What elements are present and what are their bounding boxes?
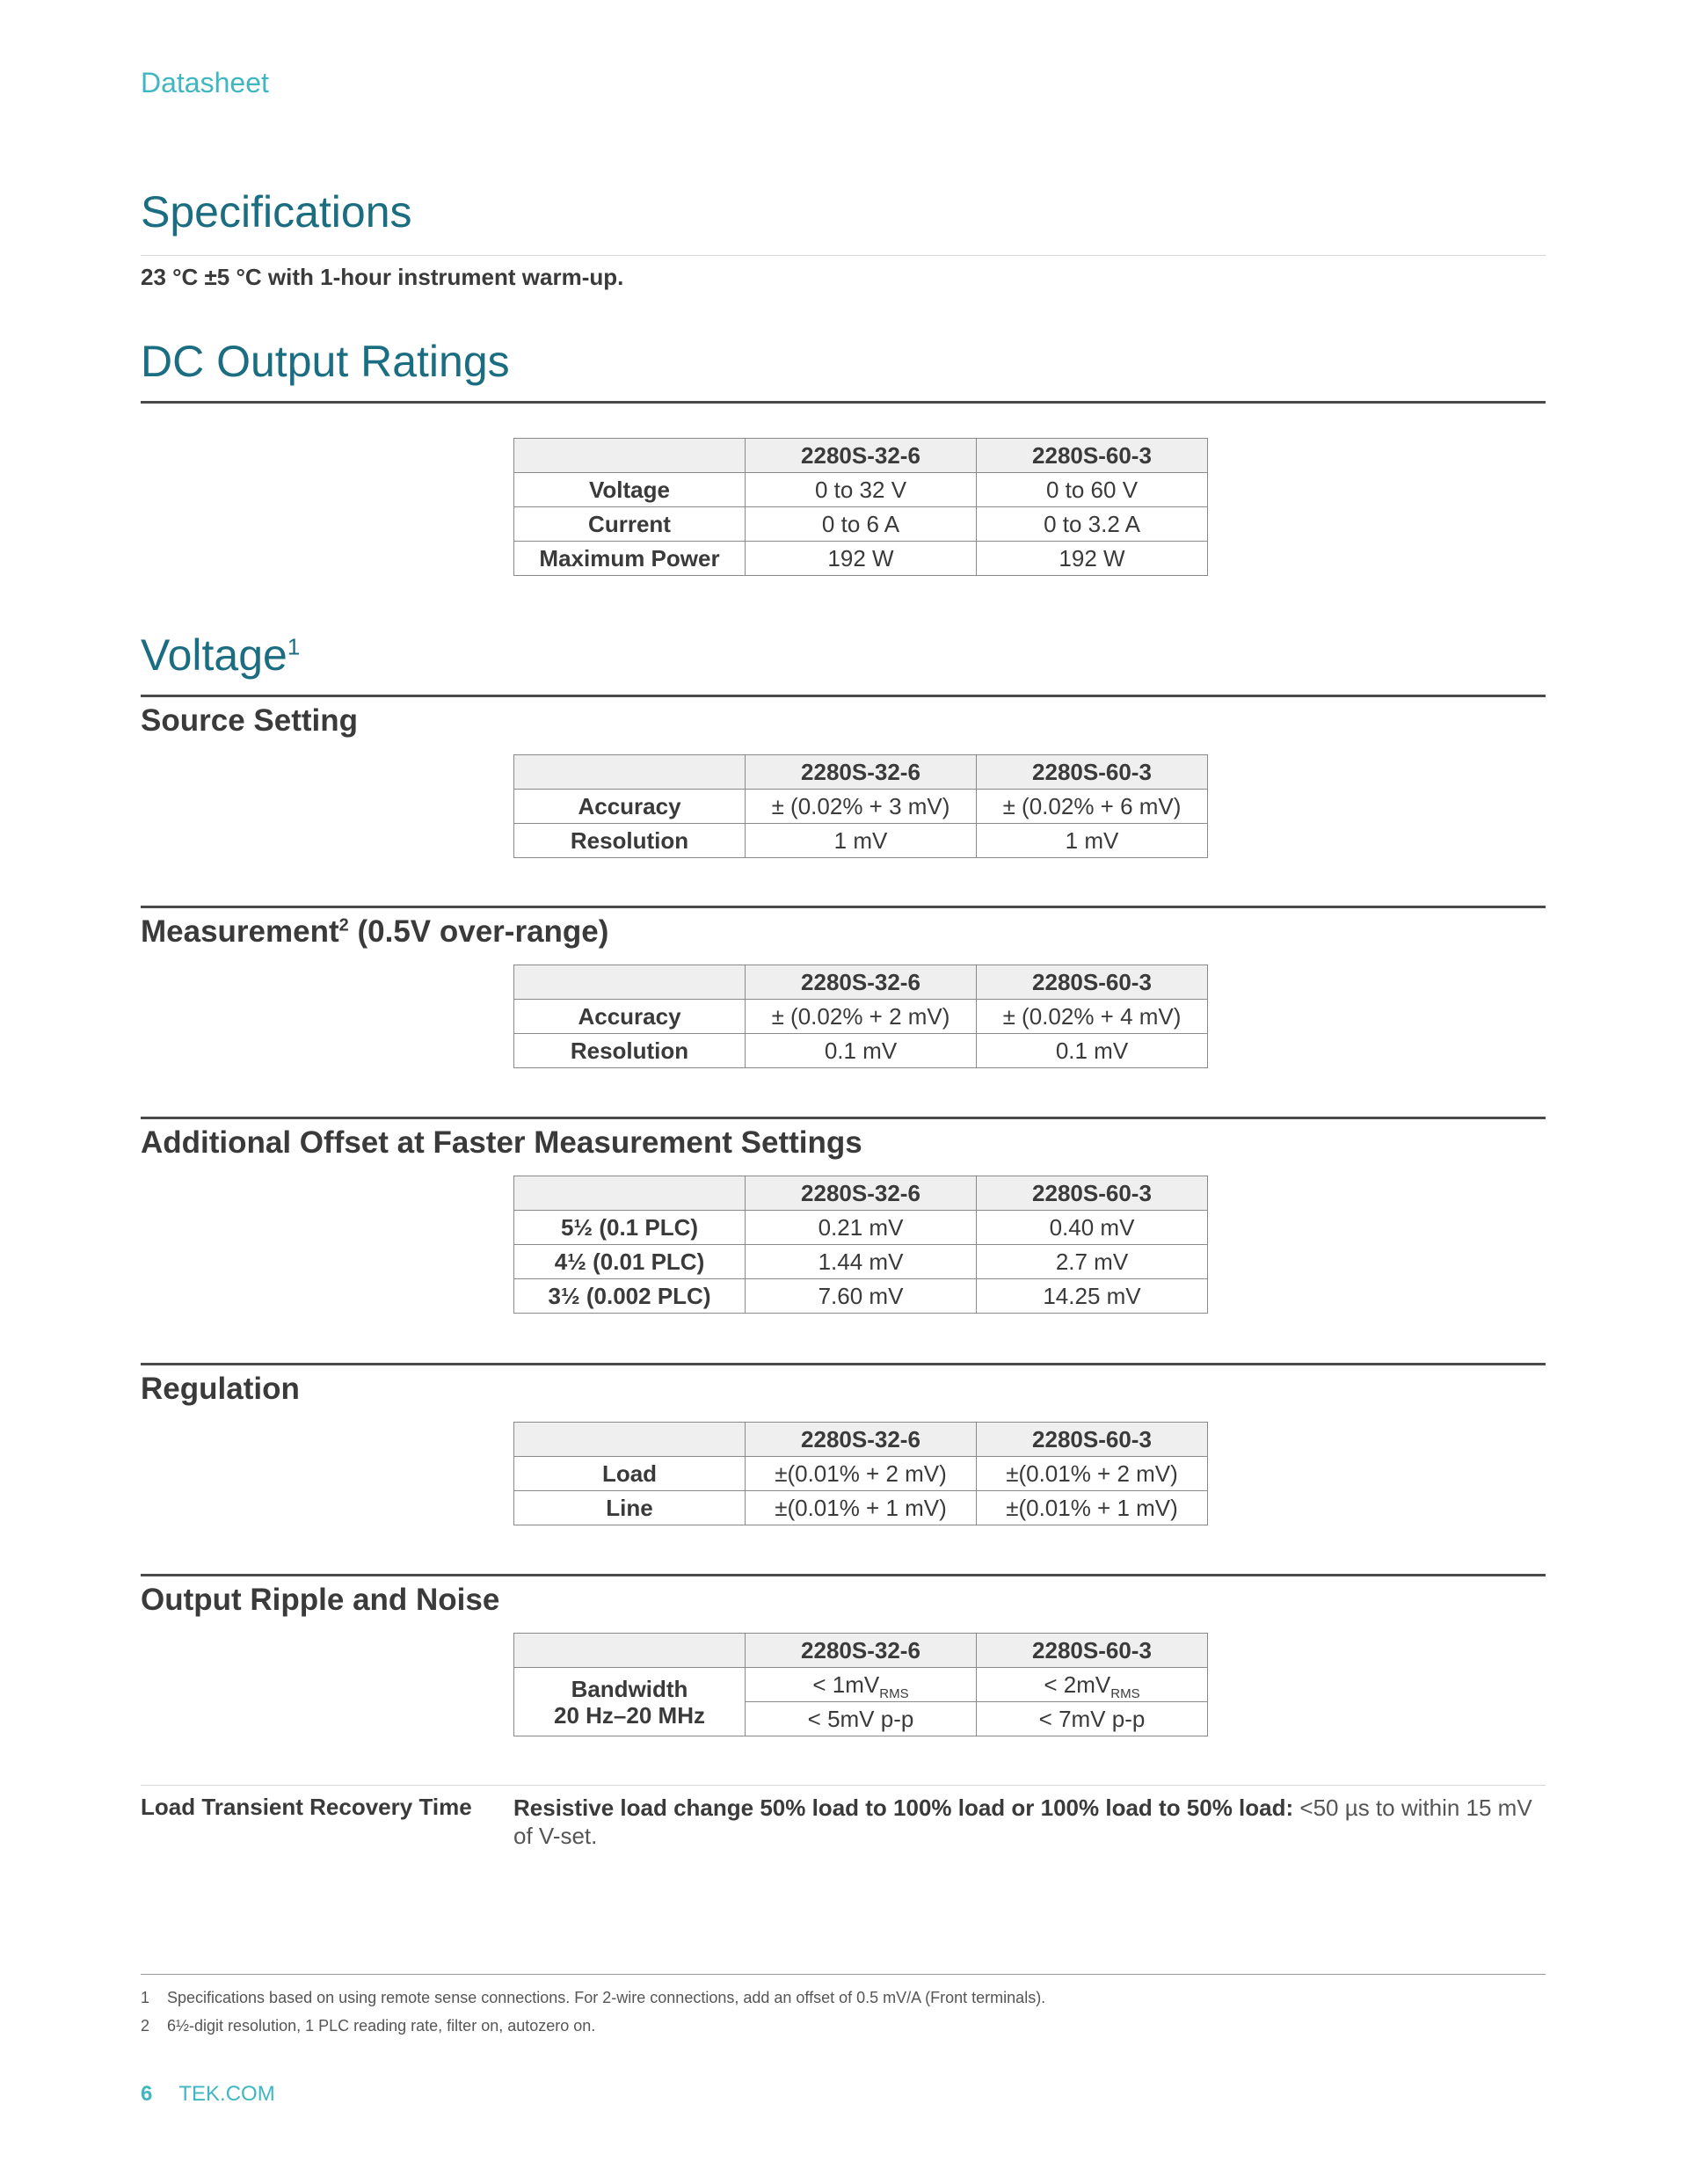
transient-label: Load Transient Recovery Time [141, 1794, 472, 1820]
table-header-cell: 2280S-32-6 [746, 439, 977, 473]
table-header-cell [514, 1634, 746, 1668]
specifications-title: Specifications [141, 187, 412, 237]
table-row [514, 1000, 1208, 1034]
row-label: Line [514, 1491, 746, 1525]
table-row [514, 507, 1208, 542]
ripple-table [513, 1633, 1208, 1736]
footnote-ref: 2 [338, 915, 349, 935]
table-cell: 0 to 60 V [977, 473, 1208, 507]
divider [141, 255, 1546, 256]
table-header-cell: 2280S-32-6 [746, 965, 977, 1000]
ripple-title: Output Ripple and Noise [141, 1583, 500, 1617]
divider [141, 401, 1546, 404]
table-cell: ±(0.01% + 1 mV) [746, 1491, 977, 1525]
table-row [514, 824, 1208, 858]
row-label: 3½ (0.002 PLC) [514, 1279, 746, 1314]
transient-bold: Resistive load change 50% load to 100% load or 100% load to 50% load: [513, 1795, 1294, 1821]
table-header-cell: 2280S-32-6 [746, 1423, 977, 1457]
footnote-number: 1 [141, 1989, 150, 2006]
table-row [514, 1457, 1208, 1491]
table-header-cell: 2280S-60-3 [977, 1423, 1208, 1457]
regulation-title: Regulation [141, 1372, 300, 1406]
table-row [514, 1491, 1208, 1525]
table-cell: 14.25 mV [977, 1279, 1208, 1314]
row-label: Accuracy [514, 790, 746, 824]
footer [141, 2082, 275, 2107]
voltage-title-text: Voltage [141, 630, 287, 680]
header-label: Datasheet [141, 67, 269, 98]
table-header-cell [514, 965, 746, 1000]
table-cell: 7.60 mV [746, 1279, 977, 1314]
table-cell: 0.40 mV [977, 1211, 1208, 1245]
table-cell: ±(0.01% + 2 mV) [977, 1457, 1208, 1491]
regulation-table [513, 1422, 1208, 1525]
table-header-row [514, 755, 1208, 790]
offset-table [513, 1176, 1208, 1314]
bandwidth-label: Bandwidth [571, 1675, 688, 1702]
table-row [514, 1279, 1208, 1314]
measurement-title [141, 914, 608, 950]
dc-output-table [513, 438, 1208, 576]
row-label: 5½ (0.1 PLC) [514, 1211, 746, 1245]
footnote-ref: 1 [287, 633, 301, 660]
footnote-number: 2 [141, 2017, 150, 2035]
table-cell: 1.44 mV [746, 1245, 977, 1279]
table-cell: < 5mV p-p [746, 1702, 977, 1736]
footnote-text: Specifications based on using remote sense connections. For 2-wire connections, add an offset of 0.5 mV/A (Front terminals). [167, 1989, 1046, 2006]
table-cell: 0 to 32 V [746, 473, 977, 507]
table-header-cell: 2280S-60-3 [977, 439, 1208, 473]
row-label: Maximum Power [514, 542, 746, 576]
table-header-cell [514, 1423, 746, 1457]
table-cell: ±(0.01% + 2 mV) [746, 1457, 977, 1491]
table-cell: 0.21 mV [746, 1211, 977, 1245]
table-header-cell [514, 755, 746, 790]
specifications-intro: 23 °C ±5 °C with 1-hour instrument warm-up. [141, 264, 624, 290]
divider [141, 1117, 1546, 1119]
table-header-cell [514, 1176, 746, 1211]
row-label: Voltage [514, 473, 746, 507]
bandwidth-range: 20 Hz–20 MHz [554, 1701, 705, 1729]
table-cell: 0 to 6 A [746, 507, 977, 542]
measurement-table [513, 965, 1208, 1068]
row-label [514, 1668, 746, 1736]
row-label: Resolution [514, 1034, 746, 1068]
table-header-cell: 2280S-60-3 [977, 1634, 1208, 1668]
footnote [141, 1989, 1045, 2007]
voltage-title [141, 630, 300, 681]
rms-value: < 2mV [1044, 1671, 1111, 1698]
table-row [514, 473, 1208, 507]
row-label: Accuracy [514, 1000, 746, 1034]
table-header-row [514, 1423, 1208, 1457]
dc-output-title: DC Output Ratings [141, 337, 510, 386]
rms-value: < 1mV [812, 1671, 880, 1698]
table-cell: 0 to 3.2 A [977, 507, 1208, 542]
table-header-cell: 2280S-32-6 [746, 755, 977, 790]
measurement-title-suffix: (0.5V over-range) [348, 914, 609, 949]
table-header-row [514, 1176, 1208, 1211]
rms-subscript: RMS [879, 1686, 909, 1702]
table-cell: ±(0.01% + 1 mV) [977, 1491, 1208, 1525]
offset-title: Additional Offset at Faster Measurement Settings [141, 1125, 862, 1160]
row-label: Current [514, 507, 746, 542]
table-cell [977, 1668, 1208, 1702]
table-cell: 2.7 mV [977, 1245, 1208, 1279]
source-setting-title: Source Setting [141, 703, 358, 738]
divider [141, 1785, 1546, 1786]
table-header-cell: 2280S-32-6 [746, 1634, 977, 1668]
row-label: 4½ (0.01 PLC) [514, 1245, 746, 1279]
table-row [514, 1245, 1208, 1279]
divider [141, 1363, 1546, 1365]
page-number: 6 [141, 2082, 153, 2106]
table-cell: ± (0.02% + 6 mV) [977, 790, 1208, 824]
table-cell [746, 1668, 977, 1702]
divider [141, 906, 1546, 908]
table-row [514, 1211, 1208, 1245]
table-cell: 192 W [746, 542, 977, 576]
divider [141, 1974, 1546, 1975]
table-header-row [514, 1634, 1208, 1668]
footnote [141, 2017, 595, 2035]
footnote-text: 6½-digit resolution, 1 PLC reading rate, filter on, autozero on. [167, 2017, 596, 2035]
table-row [514, 790, 1208, 824]
table-header-cell: 2280S-60-3 [977, 755, 1208, 790]
table-header-cell: 2280S-60-3 [977, 965, 1208, 1000]
row-label: Resolution [514, 824, 746, 858]
table-header-cell: 2280S-60-3 [977, 1176, 1208, 1211]
table-cell: 0.1 mV [746, 1034, 977, 1068]
table-cell: 1 mV [746, 824, 977, 858]
table-row [514, 1034, 1208, 1068]
footer-site[interactable]: TEK.COM [178, 2082, 275, 2106]
table-row [514, 1668, 1208, 1702]
table-header-cell: 2280S-32-6 [746, 1176, 977, 1211]
divider [141, 1574, 1546, 1576]
rms-subscript: RMS [1110, 1686, 1140, 1702]
measurement-title-text: Measurement [141, 914, 339, 949]
table-header-row [514, 965, 1208, 1000]
transient-description [513, 1794, 1546, 1850]
table-cell: ± (0.02% + 3 mV) [746, 790, 977, 824]
table-header-cell [514, 439, 746, 473]
row-label: Load [514, 1457, 746, 1491]
table-cell: 1 mV [977, 824, 1208, 858]
table-cell: ± (0.02% + 4 mV) [977, 1000, 1208, 1034]
table-cell: 0.1 mV [977, 1034, 1208, 1068]
table-row [514, 542, 1208, 576]
table-cell: ± (0.02% + 2 mV) [746, 1000, 977, 1034]
divider [141, 695, 1546, 697]
source-setting-table [513, 754, 1208, 858]
transient-text: <50 µs to within 15 mV of V-set. [513, 1795, 1532, 1849]
table-cell: < 7mV p-p [977, 1702, 1208, 1736]
table-cell: 192 W [977, 542, 1208, 576]
table-header-row [514, 439, 1208, 473]
